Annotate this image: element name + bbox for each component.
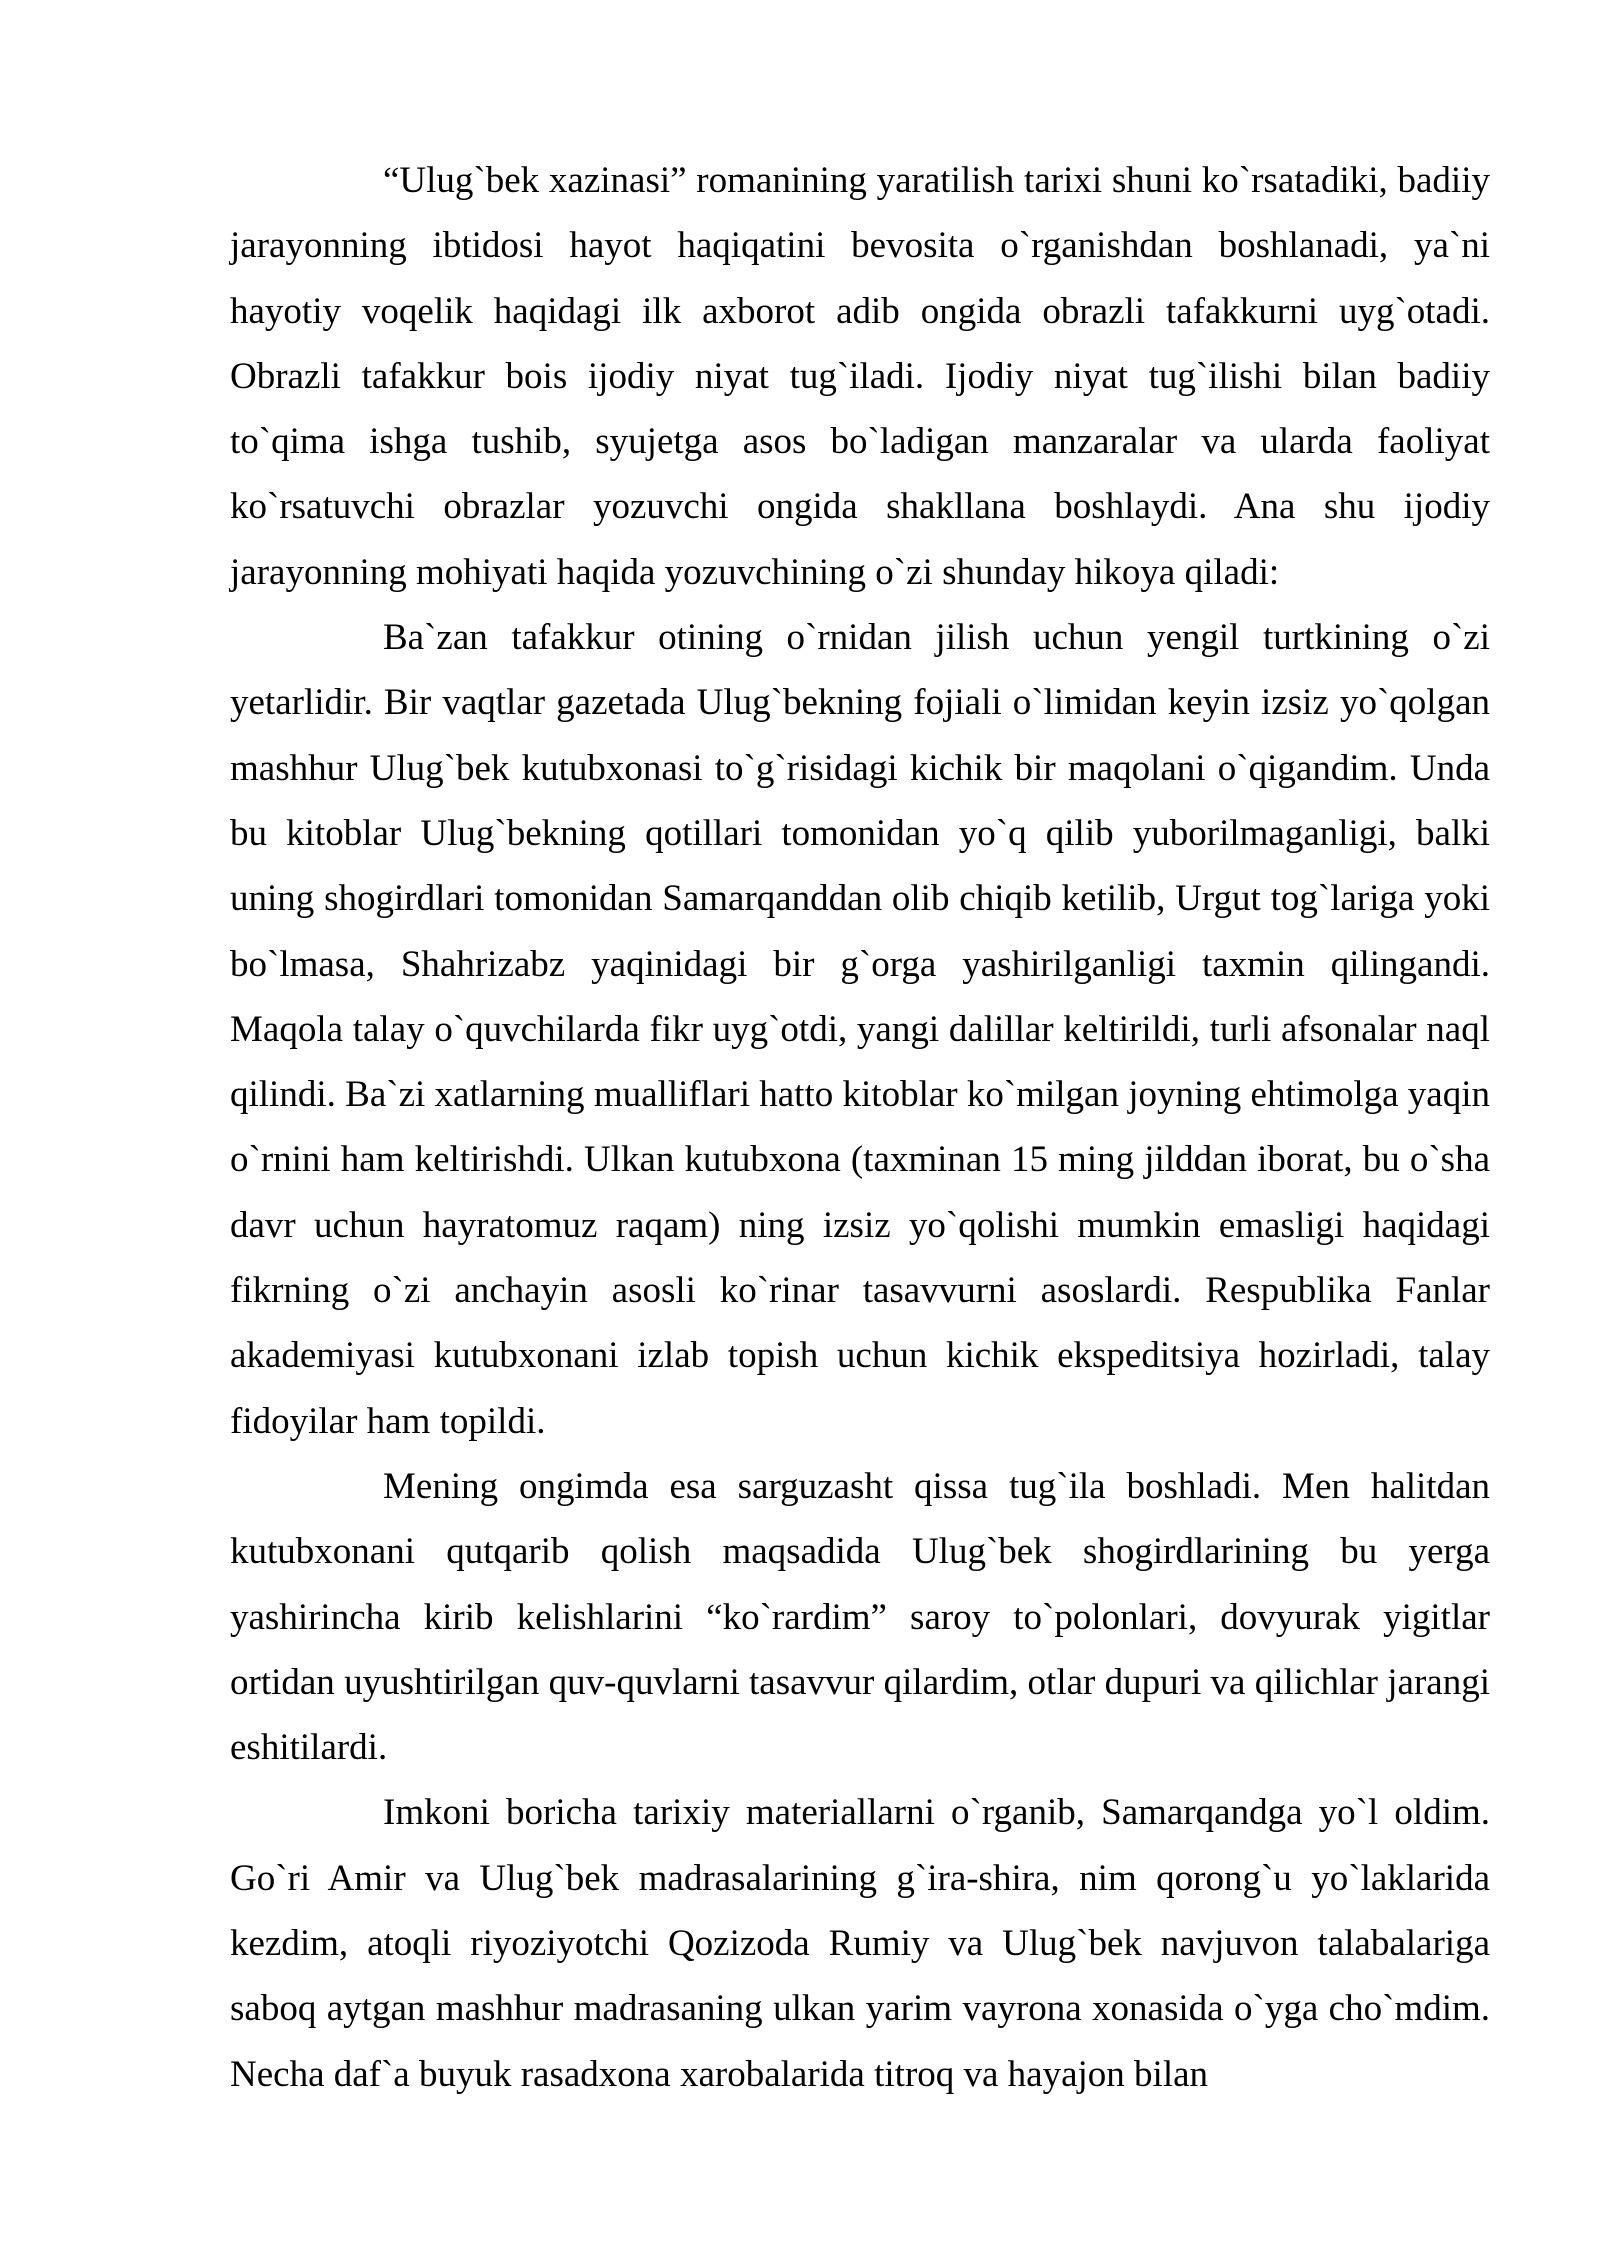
paragraph-1: “Ulug`bek xazinasi” romanining yaratilish tarixi shuni ko`rsatadiki, badiiy jarayonning ibtidosi hayot haqiqatini bevosita o`rganishdan boshlanadi, ya`ni hayotiy voqelik haqidagi ilk axborot adib ongida obrazli tafakkurni uyg`otadi. Obrazli tafakkur bois ijodiy niyat tug`iladi. Ijodiy niyat tug`ilishi bilan badiiy to`qima ishga tushib, syujetga asos bo`ladigan manzaralar va ularda faoliyat ko`rsatuvchi obrazlar yozuvchi ongida shakllana boshlaydi. Ana shu ijodiy jarayonning mohiyati haqida yozuvchining o`zi shunday hikoya qiladi: bbox=[230, 160, 1490, 593]
paragraph-3: Mening ongimda esa sarguzasht qissa tug`ila boshladi. Men halitdan kutubxonani qutqarib qolish maqsadida Ulug`bek shogirdlarining bu yerga yashirincha kirib kelishlarini “ko`rardim” saroy to`polonlari, dovyurak yigitlar ortidan uyushtirilgan quv-quvlarni tasavvur qilardim, otlar dupuri va qilichlar jarangi eshitilardi. bbox=[230, 1465, 1490, 1769]
body-text bbox=[230, 148, 1490, 2107]
paragraph-4: Imkoni boricha tarixiy materiallarni o`rganib, Samarqandga yo`l oldim. Go`ri Amir va Ulug`bek madrasalarining g`ira-shira, nim qorong`u yo`laklarida kezdim, atoqli riyoziyotchi Qozizoda Rumiy va Ulug`bek navjuvon talabalariga saboq aytgan mashhur madrasaning ulkan yarim vayrona xonasida o`yga cho`mdim. Necha daf`a buyuk rasadxona xarobalarida titroq va hayajon bilan bbox=[230, 1792, 1490, 2095]
paragraph-2: Ba`zan tafakkur otining o`rnidan jilish uchun yengil turtkining o`zi yetarlidir. Bir vaqtlar gazetada Ulug`bekning fojiali o`limidan keyin izsiz yo`qolgan mashhur Ulug`bek kutubxonasi to`g`risidagi kichik bir maqolani o`qigandim. Unda bu kitoblar Ulug`bekning qotillari tomonidan yo`q qilib yuborilmaganligi, balki uning shogirdlari tomonidan Samarqanddan olib chiqib ketilib, Urgut tog`lariga yoki bo`lmasa, Shahrizabz yaqinidagi bir g`orga yashirilganligi taxmin qilingandi. Maqola talay o`quvchilarda fikr uyg`otdi, yangi dalillar keltirildi, turli afsonalar naql qilindi. Ba`zi xatlarning mualliflari hatto kitoblar ko`milgan joyning ehtimolga yaqin o`rnini ham keltirishdi. Ulkan kutubxona (taxminan 15 ming jilddan iborat, bu o`sha davr uchun hayratomuz raqam) ning izsiz yo`qolishi mumkin emasligi haqidagi fikrning o`zi anchayin asosli ko`rinar tasavvurni asoslardi. Respublika Fanlar akademiyasi kutubxonani izlab topish uchun kichik ekspeditsiya hozirladi, talay fidoyilar ham topildi. bbox=[230, 617, 1490, 1442]
